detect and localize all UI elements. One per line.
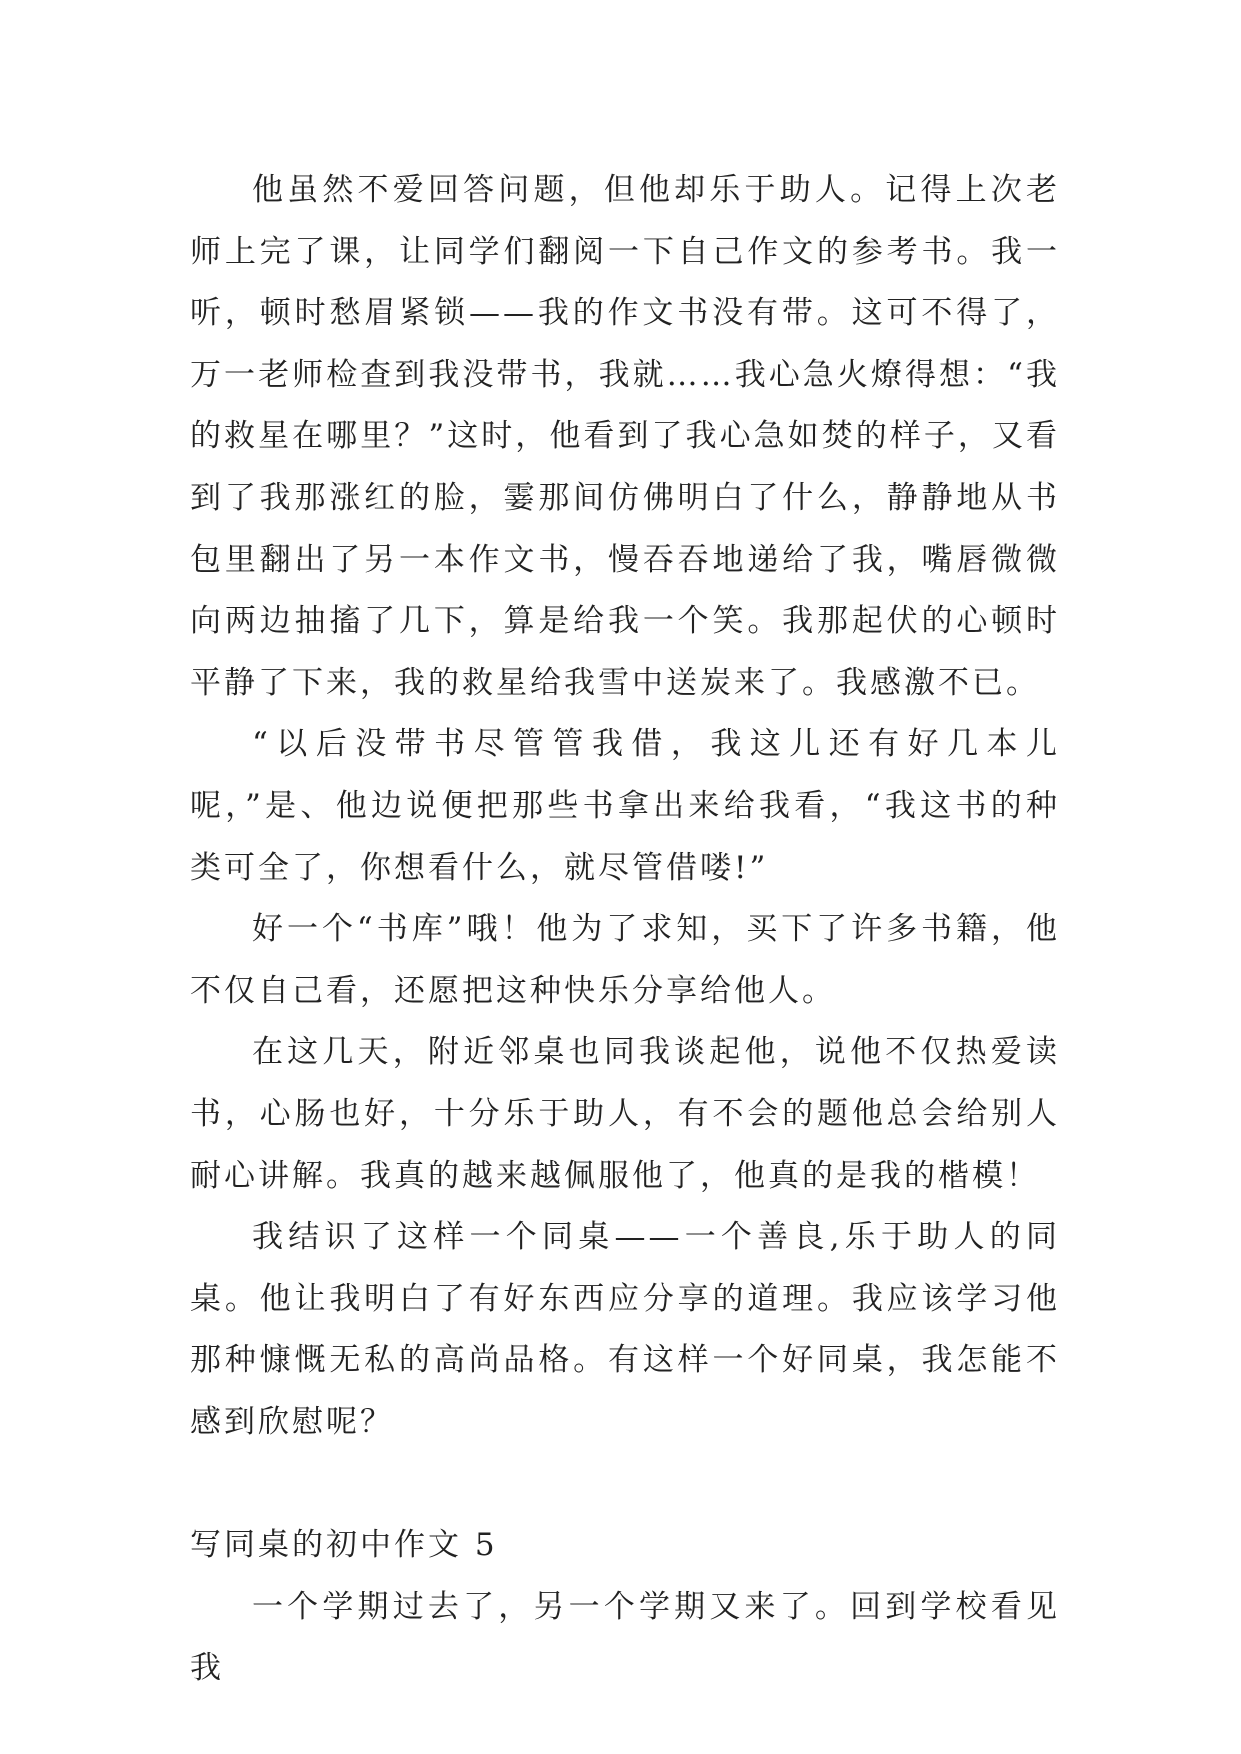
- section-heading: 写同桌的初中作文 5: [190, 1527, 498, 1564]
- paragraph: 我结识了这样一个同桌——一个善良,乐于助人的同桌。他让我明白了有好东西应分享的道理。我应该学习他那种慷慨无私的高尚品格。有这样一个好同桌，我怎能不感到欣慰呢？: [190, 1219, 1060, 1440]
- paragraph: 一个学期过去了，另一个学期又来了。回到学校看见我: [190, 1588, 1060, 1687]
- paragraph: 在这几天，附近邻桌也同我谈起他，说他不仅热爱读书，心肠也好，十分乐于助人，有不会的题他总会给别人耐心讲解。我真的越来越佩服他了，他真的是我的楷模！: [190, 1034, 1060, 1194]
- paragraph: “以后没带书尽管管我借，我这儿还有好几本儿呢，”是、他边说便把那些书拿出来给我看，“我这书的种类可全了，你想看什么，就尽管借喽!”: [190, 726, 1060, 886]
- article-body: [190, 160, 1060, 1700]
- paragraph: 他虽然不爱回答问题，但他却乐于助人。记得上次老师上完了课，让同学们翻阅一下自己作文的参考书。我一听，顿时愁眉紧锁——我的作文书没有带。这可不得了，万一老师检查到我没带书，我就……我心急火燎得想：“我的救星在哪里？”这时，他看到了我心急如焚的样子，又看到了我那涨红的脸，霎那间仿佛明白了什么，静静地从书包里翻出了另一本作文书，慢吞吞地递给了我，嘴唇微微向两边抽搐了几下，算是给我一个笑。我那起伏的心顿时平静了下来，我的救星给我雪中送炭来了。我感激不已。: [190, 172, 1060, 701]
- paragraph: 好一个“书库”哦！他为了求知，买下了许多书籍，他不仅自己看，还愿把这种快乐分享给他人。: [190, 911, 1060, 1009]
